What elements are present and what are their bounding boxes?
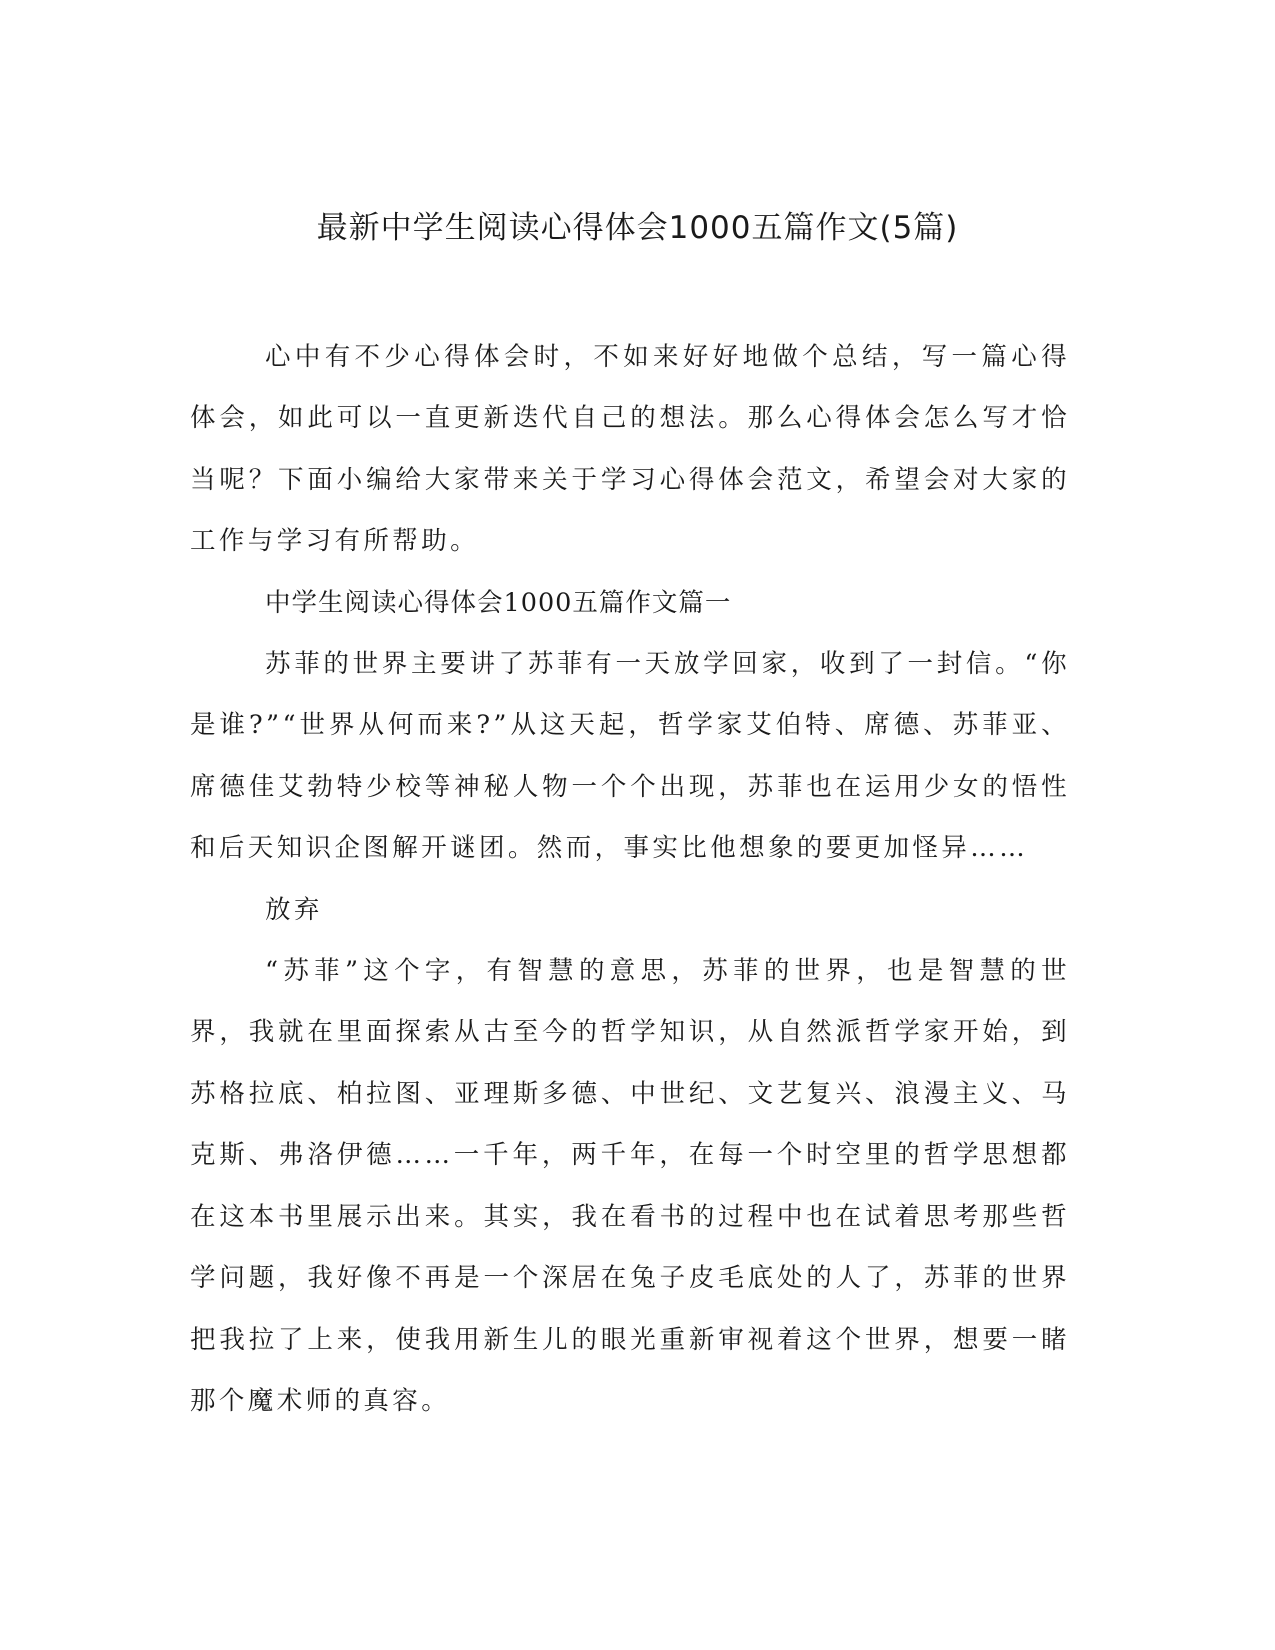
subheading-paragraph: 放弃: [265, 894, 323, 925]
document-body: [190, 327, 1070, 1432]
document-title: 最新中学生阅读心得体会1000五篇作文(5篇): [316, 210, 959, 246]
body-paragraph: “苏菲”这个字，有智慧的意思，苏菲的世界，也是智慧的世界，我就在里面探索从古至今的哲学知识，从自然派哲学家开始，到苏格拉底、柏拉图、亚理斯多德、中世纪、文艺复兴、浪漫主义、马克斯、弗洛伊德……一千年，两千年，在每一个时空里的哲学思想都在这本书里展示出来。其实，我在看书的过程中也在试着思考那些哲学问题，我好像不再是一个深居在兔子皮毛底处的人了，苏菲的世界把我拉了上来，使我用新生儿的眼光重新审视着这个世界，想要一睹那个魔术师的真容。: [190, 956, 1070, 1416]
section-heading: 中学生阅读心得体会1000五篇作文篇一: [265, 587, 732, 618]
intro-paragraph: 心中有不少心得体会时，不如来好好地做个总结，写一篇心得体会，如此可以一直更新迭代自己的想法。那么心得体会怎么写才恰当呢？下面小编给大家带来关于学习心得体会范文，希望会对大家的工作与学习有所帮助。: [190, 342, 1070, 557]
body-paragraph: 苏菲的世界主要讲了苏菲有一天放学回家，收到了一封信。“你是谁?”“世界从何而来?”从这天起，哲学家艾伯特、席德、苏菲亚、席德佳艾勃特少校等神秘人物一个个出现，苏菲也在运用少女的悟性和后天知识企图解开谜团。然而，事实比他想象的要更加怪异……: [190, 649, 1070, 864]
